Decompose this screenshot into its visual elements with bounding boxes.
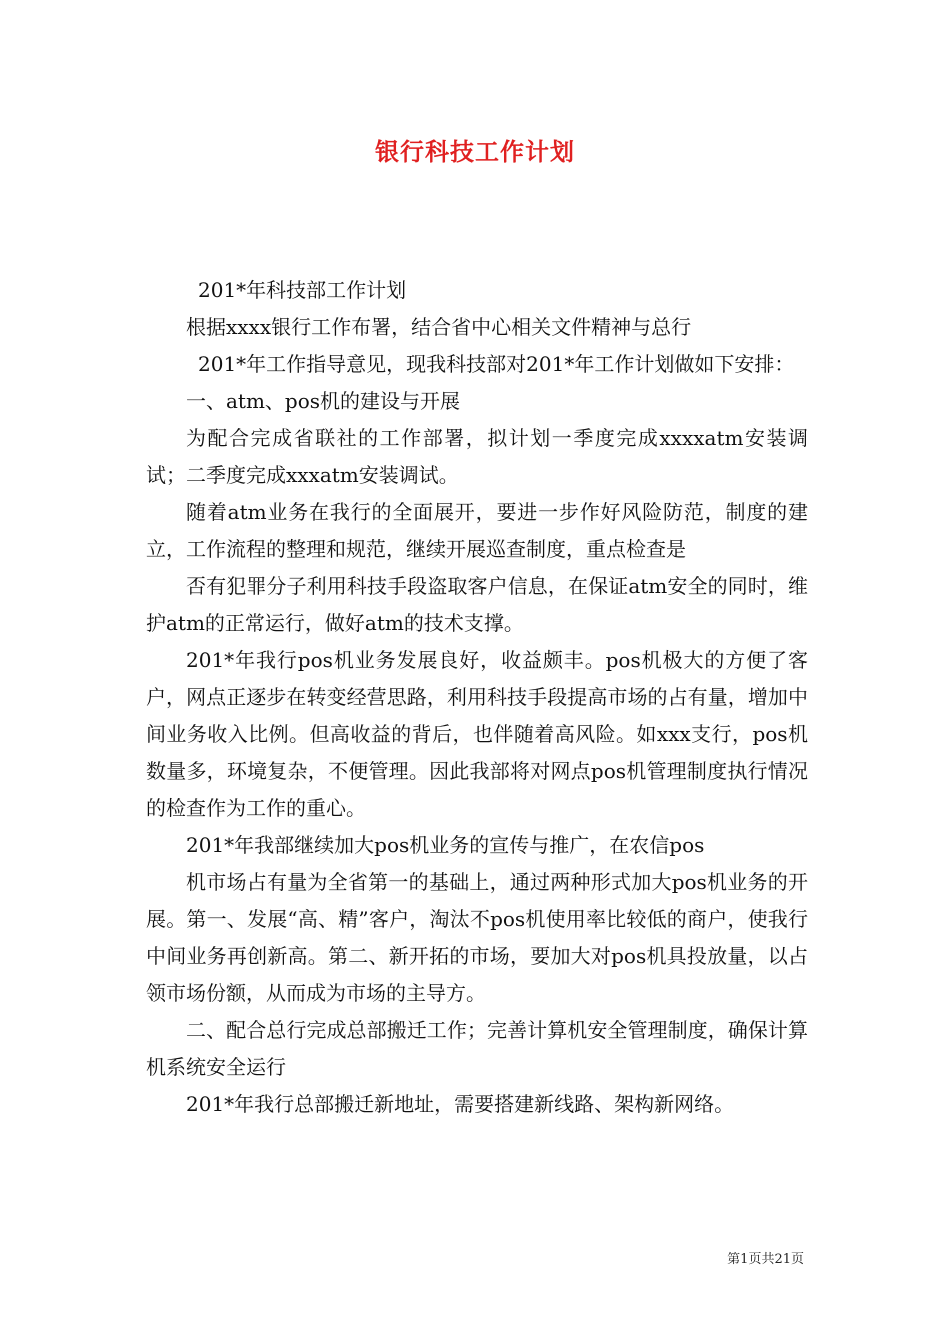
paragraph-pos-promotion: 201*年我部继续加大pos机业务的宣传与推广，在农信pos bbox=[186, 833, 705, 857]
section-heading-relocation: 二、配合总行完成总部搬迁工作；完善计算机安全管理制度，确保计算机系统安全运行 bbox=[146, 1018, 808, 1079]
document-body bbox=[146, 272, 808, 1123]
paragraph-pos-development: 201*年我行pos机业务发展良好，收益颇丰。pos机极大的方便了客户，网点正逐步在转变经营思路，利用科技手段提高市场的占有量，增加中间业务收入比例。但高收益的背后，也伴随着高风险。如xxx支行，pos机数量多，环境复杂，不便管理。因此我部将对网点pos机管理制度执行情况的检查作为工作的重心。 bbox=[146, 648, 808, 820]
document-title: 银行科技工作计划 bbox=[375, 137, 575, 166]
paragraph-relocation: 201*年我行总部搬迁新地址，需要搭建新线路、架构新网络。 bbox=[186, 1092, 735, 1116]
paragraph-plan-heading: 201*年科技部工作计划 bbox=[198, 278, 407, 302]
paragraph-atm-security: 否有犯罪分子利用科技手段盗取客户信息，在保证atm安全的同时，维护atm的正常运行，做好atm的技术支撑。 bbox=[146, 574, 808, 635]
section-heading-atm-pos: 一、atm、pos机的建设与开展 bbox=[186, 389, 461, 413]
paragraph-atm-install: 为配合完成省联社的工作部署，拟计划一季度完成xxxxatm安装调试；二季度完成xxxatm安装调试。 bbox=[146, 426, 808, 487]
paragraph-intro-continued: 201*年工作指导意见，现我科技部对201*年工作计划做如下安排： bbox=[198, 352, 795, 376]
page-footer: 第1页共21页 bbox=[727, 1252, 804, 1267]
paragraph-pos-market: 机市场占有量为全省第一的基础上，通过两种形式加大pos机业务的开展。第一、发展“高、精”客户，淘汰不pos机使用率比较低的商户，使我行中间业务再创新高。第二、新开拓的市场，要加大对pos机具投放量，以占领市场份额，从而成为市场的主导方。 bbox=[146, 870, 808, 1005]
paragraph-atm-risk: 随着atm业务在我行的全面展开，要进一步作好风险防范，制度的建立，工作流程的整理和规范，继续开展巡查制度，重点检查是 bbox=[146, 500, 808, 561]
paragraph-intro: 根据xxxx银行工作布署，结合省中心相关文件精神与总行 bbox=[186, 315, 692, 339]
